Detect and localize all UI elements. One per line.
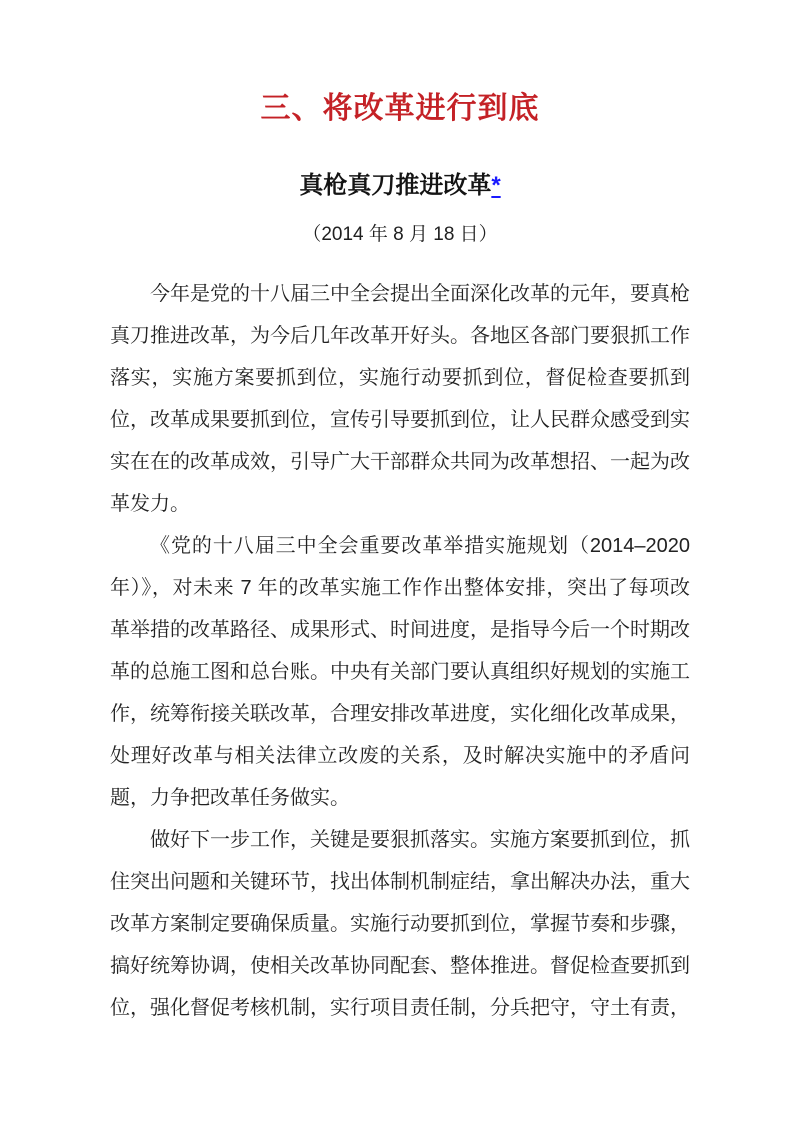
paragraph-2: 《党的十八届三中全会重要改革举措实施规划（2014–2020年）》，对未来 7 年的改革实施工作作出整体安排，突出了每项改革举措的改革路径、成果形式、时间进度，是指导今后一个时期改革的总施工图和总台账。中央有关部门要认真组织好规划的实施工作，统筹衔接关联改革，合理安排改革进度，实化细化改革成果，处理好改革与相关法律立改废的关系，及时解决实施中的矛盾问题，力争把改革任务做实。 (110, 535, 690, 809)
footnote-asterisk-link[interactable]: * (491, 172, 501, 199)
paragraph-3: 做好下一步工作，关键是要狠抓落实。实施方案要抓到位，抓住突出问题和关键环节，找出体制机制症结，拿出解决办法，重大改革方案制定要确保质量。实施行动要抓到位，掌握节奏和步骤，搞好统筹协调，使相关改革协同配套、整体推进。督促检查要抓到位，强化督促考核机制，实行项目责任制，分兵把守，守土有责， (110, 829, 690, 1019)
article-title-text: 真枪真刀推进改革 (299, 172, 492, 199)
article-title (0, 170, 800, 201)
date-line: （2014 年 8 月 18 日） (302, 224, 498, 245)
chapter-title: 三、将改革进行到底 (260, 92, 540, 125)
article-body (110, 273, 690, 1029)
paragraph-1: 今年是党的十八届三中全会提出全面深化改革的元年，要真枪真刀推进改革，为今后几年改革开好头。各地区各部门要狠抓工作落实，实施方案要抓到位，实施行动要抓到位，督促检查要抓到位，改革成果要抓到位，宣传引导要抓到位，让人民群众感受到实实在在的改革成效，引导广大干部群众共同为改革想招、一起为改革发力。 (110, 283, 690, 515)
